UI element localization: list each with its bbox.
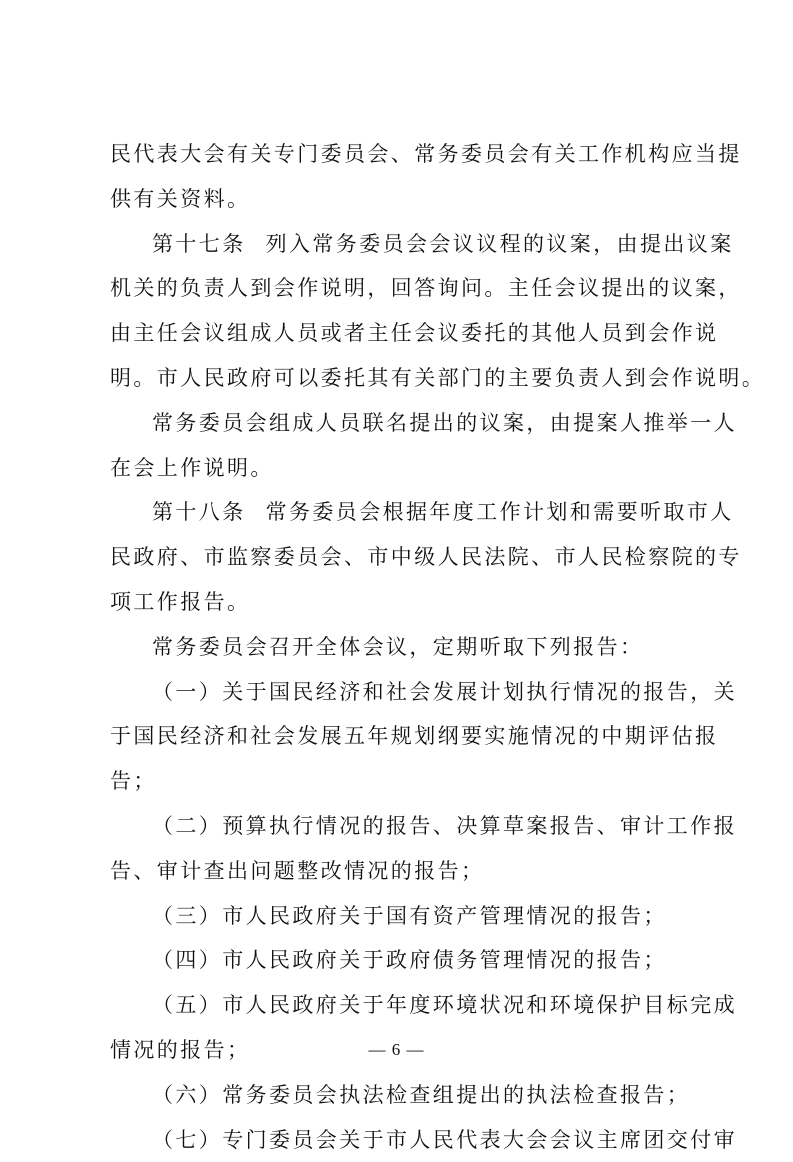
list-item-line: （四）市人民政府关于政府债务管理情况的报告； — [152, 948, 667, 973]
list-item-line: 告； — [110, 769, 157, 794]
article-number: 第十八条 — [152, 500, 246, 525]
article-18-line — [110, 490, 734, 535]
list-item-line: 告、审计查出问题整改情况的报告； — [110, 858, 485, 883]
paragraph-line: 民政府、市监察委员会、市中级人民法院、市人民检察院的专 — [110, 545, 742, 570]
list-item-line: 于国民经济和社会发展五年规划纲要实施情况的中期评估报 — [110, 724, 719, 749]
article-text: 列入常务委员会会议议程的议案，由提出议案 — [265, 231, 734, 256]
paragraph-line: 由主任会议组成人员或者主任会议委托的其他人员到会作说 — [110, 321, 719, 346]
page-number: — 6 — — [368, 1040, 425, 1059]
paragraph-line: 常务委员会组成人员联名提出的议案，由提案人推举一人 — [152, 410, 737, 435]
article-text: 常务委员会根据年度工作计划和需要听取市人 — [265, 500, 734, 525]
document-body — [110, 132, 766, 1162]
list-item-line: （六）常务委员会执法检查组提出的执法检查报告； — [152, 1082, 691, 1107]
article-17-line — [110, 222, 734, 267]
list-item-line: （二）预算执行情况的报告、决算草案报告、审计工作报 — [152, 813, 737, 838]
paragraph-line: 明。市人民政府可以委托其有关部门的主要负责人到会作说明。 — [110, 365, 766, 390]
paragraph-line: 在会上作说明。 — [110, 455, 274, 480]
list-item-line: （七）专门委员会关于市人民代表大会会议主席团交付审 — [152, 1127, 737, 1152]
article-number: 第十七条 — [152, 231, 246, 256]
list-item-line: （五）市人民政府关于年度环境状况和环境保护目标完成 — [152, 993, 737, 1018]
list-item-line: （一）关于国民经济和社会发展计划执行情况的报告，关 — [152, 679, 737, 704]
paragraph-line: 项工作报告。 — [110, 589, 251, 614]
paragraph-line: 机关的负责人到会作说明，回答询问。主任会议提出的议案， — [110, 276, 742, 301]
paragraph-line: 常务委员会召开全体会议，定期听取下列报告： — [152, 634, 644, 659]
paragraph-line: 民代表大会有关专门委员会、常务委员会有关工作机构应当提 — [110, 142, 742, 166]
list-item-line: （三）市人民政府关于国有资产管理情况的报告； — [152, 903, 667, 928]
list-item-line: 情况的报告； — [110, 1037, 251, 1062]
paragraph-line: 供有关资料。 — [110, 186, 251, 211]
